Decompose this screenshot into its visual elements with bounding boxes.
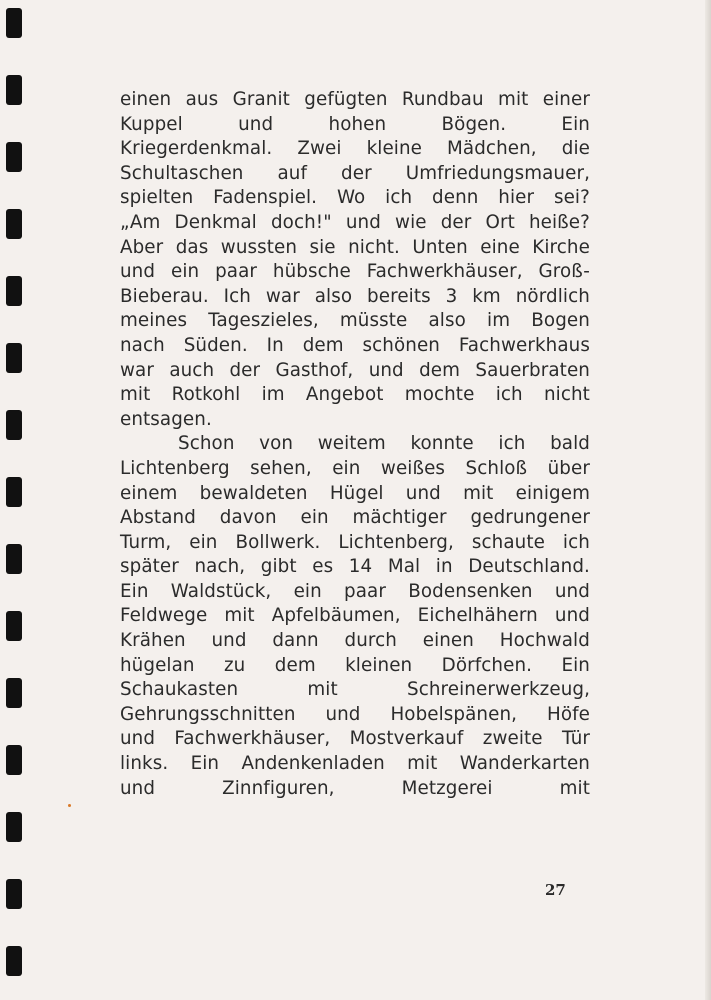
- body-text: [120, 88, 590, 801]
- text-line: [120, 531, 590, 556]
- word: Bodensenken: [408, 580, 533, 602]
- word: Dörfchen.: [441, 654, 533, 676]
- text-line: [120, 162, 590, 187]
- word: über: [547, 457, 590, 479]
- word: Apfelbäumen,: [271, 605, 401, 627]
- text-line: [120, 457, 590, 482]
- text-line: [120, 334, 590, 359]
- word: Wanderkarten: [459, 753, 590, 775]
- word: sei?: [553, 187, 590, 209]
- word: nicht: [543, 384, 590, 406]
- word: heiße?: [528, 211, 590, 233]
- binding-ring: [6, 946, 22, 976]
- word: aus: [185, 89, 219, 110]
- word: ich: [495, 384, 523, 406]
- word: In: [266, 334, 284, 356]
- word: müsste: [339, 310, 408, 332]
- word: Schloß: [465, 457, 528, 479]
- word: spielten: [120, 187, 194, 209]
- word: hübsche: [272, 261, 351, 283]
- word: und: [368, 359, 404, 381]
- word: Höfe: [546, 703, 590, 725]
- word: schönen: [362, 334, 440, 356]
- word: dem: [419, 359, 461, 381]
- word: Mostverkauf: [349, 728, 464, 750]
- word: Angebot: [305, 384, 384, 406]
- word: Hochwald: [499, 630, 590, 652]
- text-line: [120, 777, 590, 802]
- word: es: [312, 556, 334, 578]
- word: Denkmal: [174, 211, 257, 233]
- word: mit: [498, 89, 529, 110]
- word: bewaldeten: [199, 482, 308, 504]
- word: im: [487, 310, 511, 332]
- word: eine: [480, 236, 520, 258]
- word: Mädchen,: [447, 138, 537, 160]
- word: einen: [120, 89, 172, 110]
- word: paar: [215, 261, 258, 283]
- word: mächtiger: [352, 507, 447, 529]
- text-line: [120, 604, 590, 629]
- word: nach: [120, 334, 165, 356]
- word: und: [211, 630, 247, 652]
- word: und: [554, 605, 590, 627]
- word: Metzgerei: [401, 777, 493, 799]
- word: und: [120, 777, 156, 799]
- word: paar: [344, 580, 386, 602]
- word: Kuppel: [120, 113, 183, 135]
- word: und: [405, 482, 441, 504]
- binding-ring: [6, 75, 22, 105]
- page-edge: [705, 0, 711, 1000]
- word: ich: [562, 531, 590, 553]
- binding-ring: [6, 410, 22, 440]
- text-line: [120, 580, 590, 605]
- word: und: [120, 728, 156, 750]
- word: Schultaschen: [120, 162, 244, 184]
- word: Groß-: [538, 261, 590, 283]
- word: kleine: [366, 138, 423, 160]
- word: einem: [120, 482, 178, 504]
- word: davon: [219, 507, 277, 529]
- word: Turm,: [120, 531, 172, 553]
- word: Zwei: [297, 138, 342, 160]
- word: Rundbau: [401, 89, 484, 110]
- binding-ring: [6, 343, 22, 373]
- word: hohen: [328, 113, 387, 135]
- word: sehen,: [250, 457, 312, 479]
- word: war: [265, 285, 300, 307]
- word: Ein: [561, 654, 590, 676]
- word: Deutschland.: [468, 556, 590, 578]
- text-line: [120, 211, 590, 236]
- word: Hügel: [329, 482, 384, 504]
- word: Krähen: [120, 630, 186, 652]
- word: Zinnfiguren,: [222, 777, 335, 799]
- word: dem: [274, 654, 316, 676]
- word: Granit: [232, 89, 290, 110]
- word: bald: [550, 433, 590, 455]
- spiral-binding: [0, 0, 28, 1000]
- page-number: 27: [545, 881, 566, 899]
- word: weitem: [317, 433, 386, 455]
- binding-ring: [6, 812, 22, 842]
- word: war: [120, 359, 154, 381]
- text-line: [120, 703, 590, 728]
- word: mit: [307, 679, 338, 701]
- binding-ring: [6, 745, 22, 775]
- word: ein: [189, 531, 218, 553]
- word: mit: [559, 777, 590, 799]
- word: Lichtenberg: [120, 457, 230, 479]
- word: in: [435, 556, 453, 578]
- text-line: [120, 506, 590, 531]
- word: nördlich: [515, 285, 590, 307]
- text-line: [120, 260, 590, 285]
- word: hier: [498, 187, 535, 209]
- word: später: [120, 556, 179, 578]
- word: Fadenspiel.: [213, 187, 318, 209]
- word: Hobelspänen,: [390, 703, 518, 725]
- binding-ring: [6, 142, 22, 172]
- word: also: [428, 310, 466, 332]
- word: durch: [344, 630, 397, 652]
- word: Rotkohl: [171, 384, 241, 406]
- text-line: [120, 432, 590, 457]
- word: und: [345, 211, 381, 233]
- word: das: [175, 236, 209, 258]
- word: ein: [170, 261, 200, 283]
- word: km: [472, 285, 501, 307]
- word: 14: [348, 556, 373, 578]
- word: ein: [300, 507, 329, 529]
- word: einer: [542, 89, 590, 110]
- text-line: [120, 186, 590, 211]
- word: und: [238, 113, 274, 135]
- word: der: [440, 211, 472, 233]
- word: und: [554, 580, 590, 602]
- word: weißes: [380, 457, 446, 479]
- word: Ein: [190, 753, 220, 775]
- word: mit: [463, 482, 494, 504]
- word: denn: [432, 187, 479, 209]
- binding-ring: [6, 678, 22, 708]
- word: ich: [498, 433, 526, 455]
- binding-ring: [6, 276, 22, 306]
- word: Schreinerwerkzeug,: [407, 679, 590, 701]
- word: Sauerbraten: [475, 359, 590, 381]
- word: Ort: [485, 211, 515, 233]
- word: Kirche: [532, 236, 590, 258]
- word: links.: [120, 753, 169, 775]
- word: Kriegerdenkmal.: [120, 138, 273, 160]
- word: Schaukasten: [120, 679, 239, 701]
- word: Tageszieles,: [208, 310, 319, 332]
- word: nicht.: [348, 236, 400, 258]
- word: der: [341, 162, 372, 184]
- word: gibt: [260, 556, 297, 578]
- word: Bogen: [531, 310, 590, 332]
- word: auf: [277, 162, 308, 184]
- word: Eichelhähern: [417, 605, 538, 627]
- word: Gehrungsschnitten: [120, 703, 296, 725]
- word: Fachwerkhaus: [458, 334, 590, 356]
- word: Andenkenladen: [241, 753, 385, 775]
- word: und: [325, 703, 361, 725]
- word: Lichtenberg,: [338, 531, 454, 553]
- word: mochte: [404, 384, 475, 406]
- word: Aber: [120, 236, 164, 258]
- word: Ein: [120, 580, 149, 602]
- word: Bollwerk.: [235, 531, 321, 553]
- word: zu: [223, 654, 246, 676]
- word: Bögen.: [441, 113, 507, 135]
- word: dem: [302, 334, 344, 356]
- word: Umfriedungsmauer,: [405, 162, 590, 184]
- text-line: [120, 113, 590, 138]
- word: Abstand: [120, 507, 196, 529]
- text-line: [120, 555, 590, 580]
- text-line: [120, 629, 590, 654]
- text-line: [120, 383, 590, 408]
- text-line: [120, 88, 590, 113]
- text-line: [120, 137, 590, 162]
- word: von: [259, 433, 294, 455]
- word: also: [314, 285, 353, 307]
- word: Ein: [561, 113, 590, 135]
- word: gefügten: [304, 89, 388, 110]
- word: Fachwerkhäuser,: [366, 261, 523, 283]
- word: 3: [445, 285, 458, 307]
- word: einen: [422, 630, 474, 652]
- text-line: [120, 309, 590, 334]
- word: Bieberau.: [120, 285, 209, 307]
- ink-speck: [68, 804, 71, 807]
- word: dann: [272, 630, 319, 652]
- word: nach,: [194, 556, 246, 578]
- word: der: [229, 359, 261, 381]
- word: Süden.: [183, 334, 248, 356]
- word: Waldstück,: [170, 580, 272, 602]
- word: ein: [332, 457, 361, 479]
- word: einigem: [515, 482, 590, 504]
- text-line: [120, 359, 590, 384]
- word: im: [261, 384, 285, 406]
- binding-ring: [6, 477, 22, 507]
- word: mit: [120, 384, 151, 406]
- word: Tür: [561, 728, 590, 750]
- word: Unten: [412, 236, 468, 258]
- text-line: [120, 752, 590, 777]
- word: Gasthof,: [275, 359, 354, 381]
- text-line: [120, 727, 590, 752]
- word: Feldwege: [120, 605, 208, 627]
- binding-ring: [6, 611, 22, 641]
- word: doch!": [270, 211, 332, 233]
- word: gedrungener: [470, 507, 590, 529]
- text-line: [120, 654, 590, 679]
- word: bereits: [367, 285, 431, 307]
- word: sie: [309, 236, 336, 258]
- word: Ich: [223, 285, 251, 307]
- text-line: [120, 236, 590, 261]
- word: hügelan: [120, 654, 195, 676]
- word: wie: [395, 211, 427, 233]
- binding-ring: [6, 879, 22, 909]
- text-line: [120, 408, 590, 433]
- word: meines: [120, 310, 188, 332]
- word: zweite: [482, 728, 543, 750]
- word: die: [561, 138, 590, 160]
- word: mit: [224, 605, 255, 627]
- word: schaute: [471, 531, 545, 553]
- word: kleinen: [345, 654, 413, 676]
- word: Wo: [336, 187, 366, 209]
- text-line: [120, 285, 590, 310]
- word: entsagen.: [120, 408, 212, 430]
- word: „Am: [120, 211, 161, 233]
- binding-ring: [6, 8, 22, 38]
- word: auch: [169, 359, 215, 381]
- word: konnte: [410, 433, 474, 455]
- word: Fachwerkhäuser,: [174, 728, 331, 750]
- word: ein: [293, 580, 322, 602]
- word: mit: [407, 753, 438, 775]
- text-line: [120, 482, 590, 507]
- word: und: [120, 261, 156, 283]
- word: Mal: [387, 556, 421, 578]
- text-line: [120, 678, 590, 703]
- word: ich: [385, 187, 413, 209]
- word: wussten: [220, 236, 298, 258]
- word: Schon: [178, 433, 235, 455]
- binding-ring: [6, 209, 22, 239]
- binding-ring: [6, 544, 22, 574]
